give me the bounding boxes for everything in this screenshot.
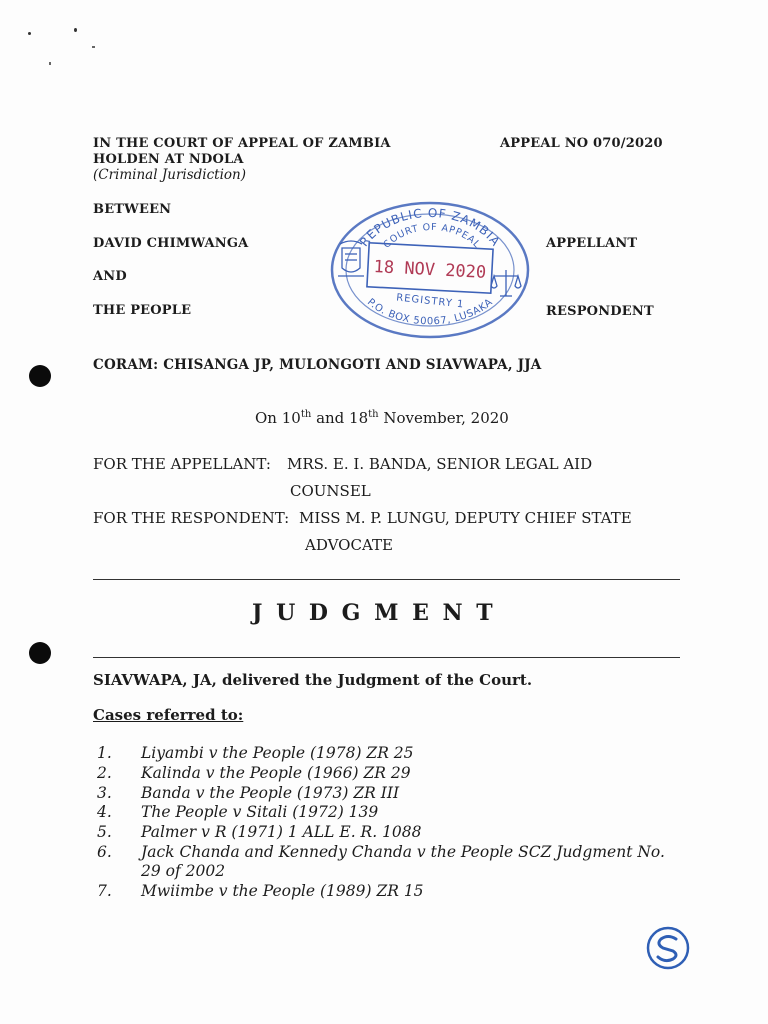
coat-of-arms-icon bbox=[338, 241, 364, 276]
respondent-counsel-label: FOR THE RESPONDENT: bbox=[93, 509, 290, 527]
stamp-top-text: REPUBLIC OF ZAMBIA bbox=[356, 205, 504, 250]
case-number: 5. bbox=[97, 823, 112, 841]
case-number: 4. bbox=[97, 803, 112, 821]
appellant-counsel-label: FOR THE APPELLANT: bbox=[93, 455, 271, 473]
appellant-counsel-line1: MRS. E. I. BANDA, SENIOR LEGAL AID bbox=[287, 455, 593, 473]
hearing-date-sup1: th bbox=[300, 409, 312, 420]
hearing-date-sup2: th bbox=[368, 409, 379, 420]
case-citation: Palmer v R (1971) 1 ALL E. R. 1088 bbox=[141, 823, 422, 841]
appellant-name: DAVID CHIMWANGA bbox=[93, 236, 249, 251]
between-label: BETWEEN bbox=[93, 202, 172, 217]
scan-speck bbox=[49, 62, 51, 65]
respondent-counsel-line2: ADVOCATE bbox=[305, 536, 393, 554]
respondent-role: RESPONDENT bbox=[546, 304, 654, 319]
stamp-sub-text: COURT OF APPEAL bbox=[381, 221, 483, 251]
coram: CORAM: CHISANGA JP, MULONGOTI AND SIAVWAPA, JJA bbox=[93, 357, 542, 373]
hearing-date-suffix: November, 2020 bbox=[378, 409, 509, 427]
scan-speck bbox=[74, 28, 77, 32]
cases-heading: Cases referred to: bbox=[93, 706, 244, 724]
jurisdiction: (Criminal Jurisdiction) bbox=[93, 167, 246, 183]
respondent-name: THE PEOPLE bbox=[93, 303, 192, 318]
case-number: 7. bbox=[97, 882, 112, 900]
case-citation: Mwiimbe v the People (1989) ZR 15 bbox=[141, 882, 424, 900]
appellant-counsel-line2: COUNSEL bbox=[290, 482, 371, 500]
scan-speck bbox=[92, 46, 95, 48]
judgment-title: J U D G M E N T bbox=[252, 600, 496, 626]
court-stamp bbox=[328, 200, 532, 340]
punch-hole-bottom bbox=[29, 642, 51, 664]
case-number: 2. bbox=[97, 764, 112, 782]
and-label: AND bbox=[93, 269, 127, 284]
case-number: 3. bbox=[97, 784, 112, 802]
case-number: 1. bbox=[97, 744, 112, 762]
hearing-date bbox=[255, 409, 509, 427]
divider-top bbox=[93, 579, 680, 580]
divider-bottom bbox=[93, 657, 680, 658]
delivered-by: SIAVWAPA, JA, delivered the Judgment of the Court. bbox=[93, 671, 533, 689]
appellant-role: APPELLANT bbox=[546, 236, 638, 251]
punch-hole-top bbox=[29, 365, 51, 387]
stamp-bottom-text: P.O. BOX 50067, LUSAKA bbox=[364, 296, 496, 328]
case-citation: Jack Chanda and Kennedy Chanda v the People SCZ Judgment No. 29 of 2002 bbox=[141, 843, 665, 880]
case-number: 6. bbox=[97, 843, 112, 861]
case-citation: The People v Sitali (1972) 139 bbox=[141, 803, 379, 821]
court-name: IN THE COURT OF APPEAL OF ZAMBIA bbox=[93, 136, 391, 151]
case-citation: Liyambi v the People (1978) ZR 25 bbox=[141, 744, 414, 762]
scan-speck bbox=[28, 32, 31, 35]
respondent-counsel-line1: MISS M. P. LUNGU, DEPUTY CHIEF STATE bbox=[299, 509, 632, 527]
hearing-date-prefix: On 10 bbox=[255, 409, 301, 427]
scales-of-justice-icon bbox=[491, 270, 521, 296]
logo-icon bbox=[645, 925, 691, 971]
hearing-date-middle: and 18 bbox=[311, 409, 369, 427]
case-citation: Banda v the People (1973) ZR III bbox=[141, 784, 400, 802]
case-citation: Kalinda v the People (1966) ZR 29 bbox=[141, 764, 411, 782]
stamp-registry: REGISTRY 1 bbox=[395, 292, 465, 311]
appeal-number: APPEAL NO 070/2020 bbox=[500, 136, 663, 151]
stamp-date: 18 NOV 2020 bbox=[373, 257, 487, 283]
court-location: HOLDEN AT NDOLA bbox=[93, 152, 244, 167]
